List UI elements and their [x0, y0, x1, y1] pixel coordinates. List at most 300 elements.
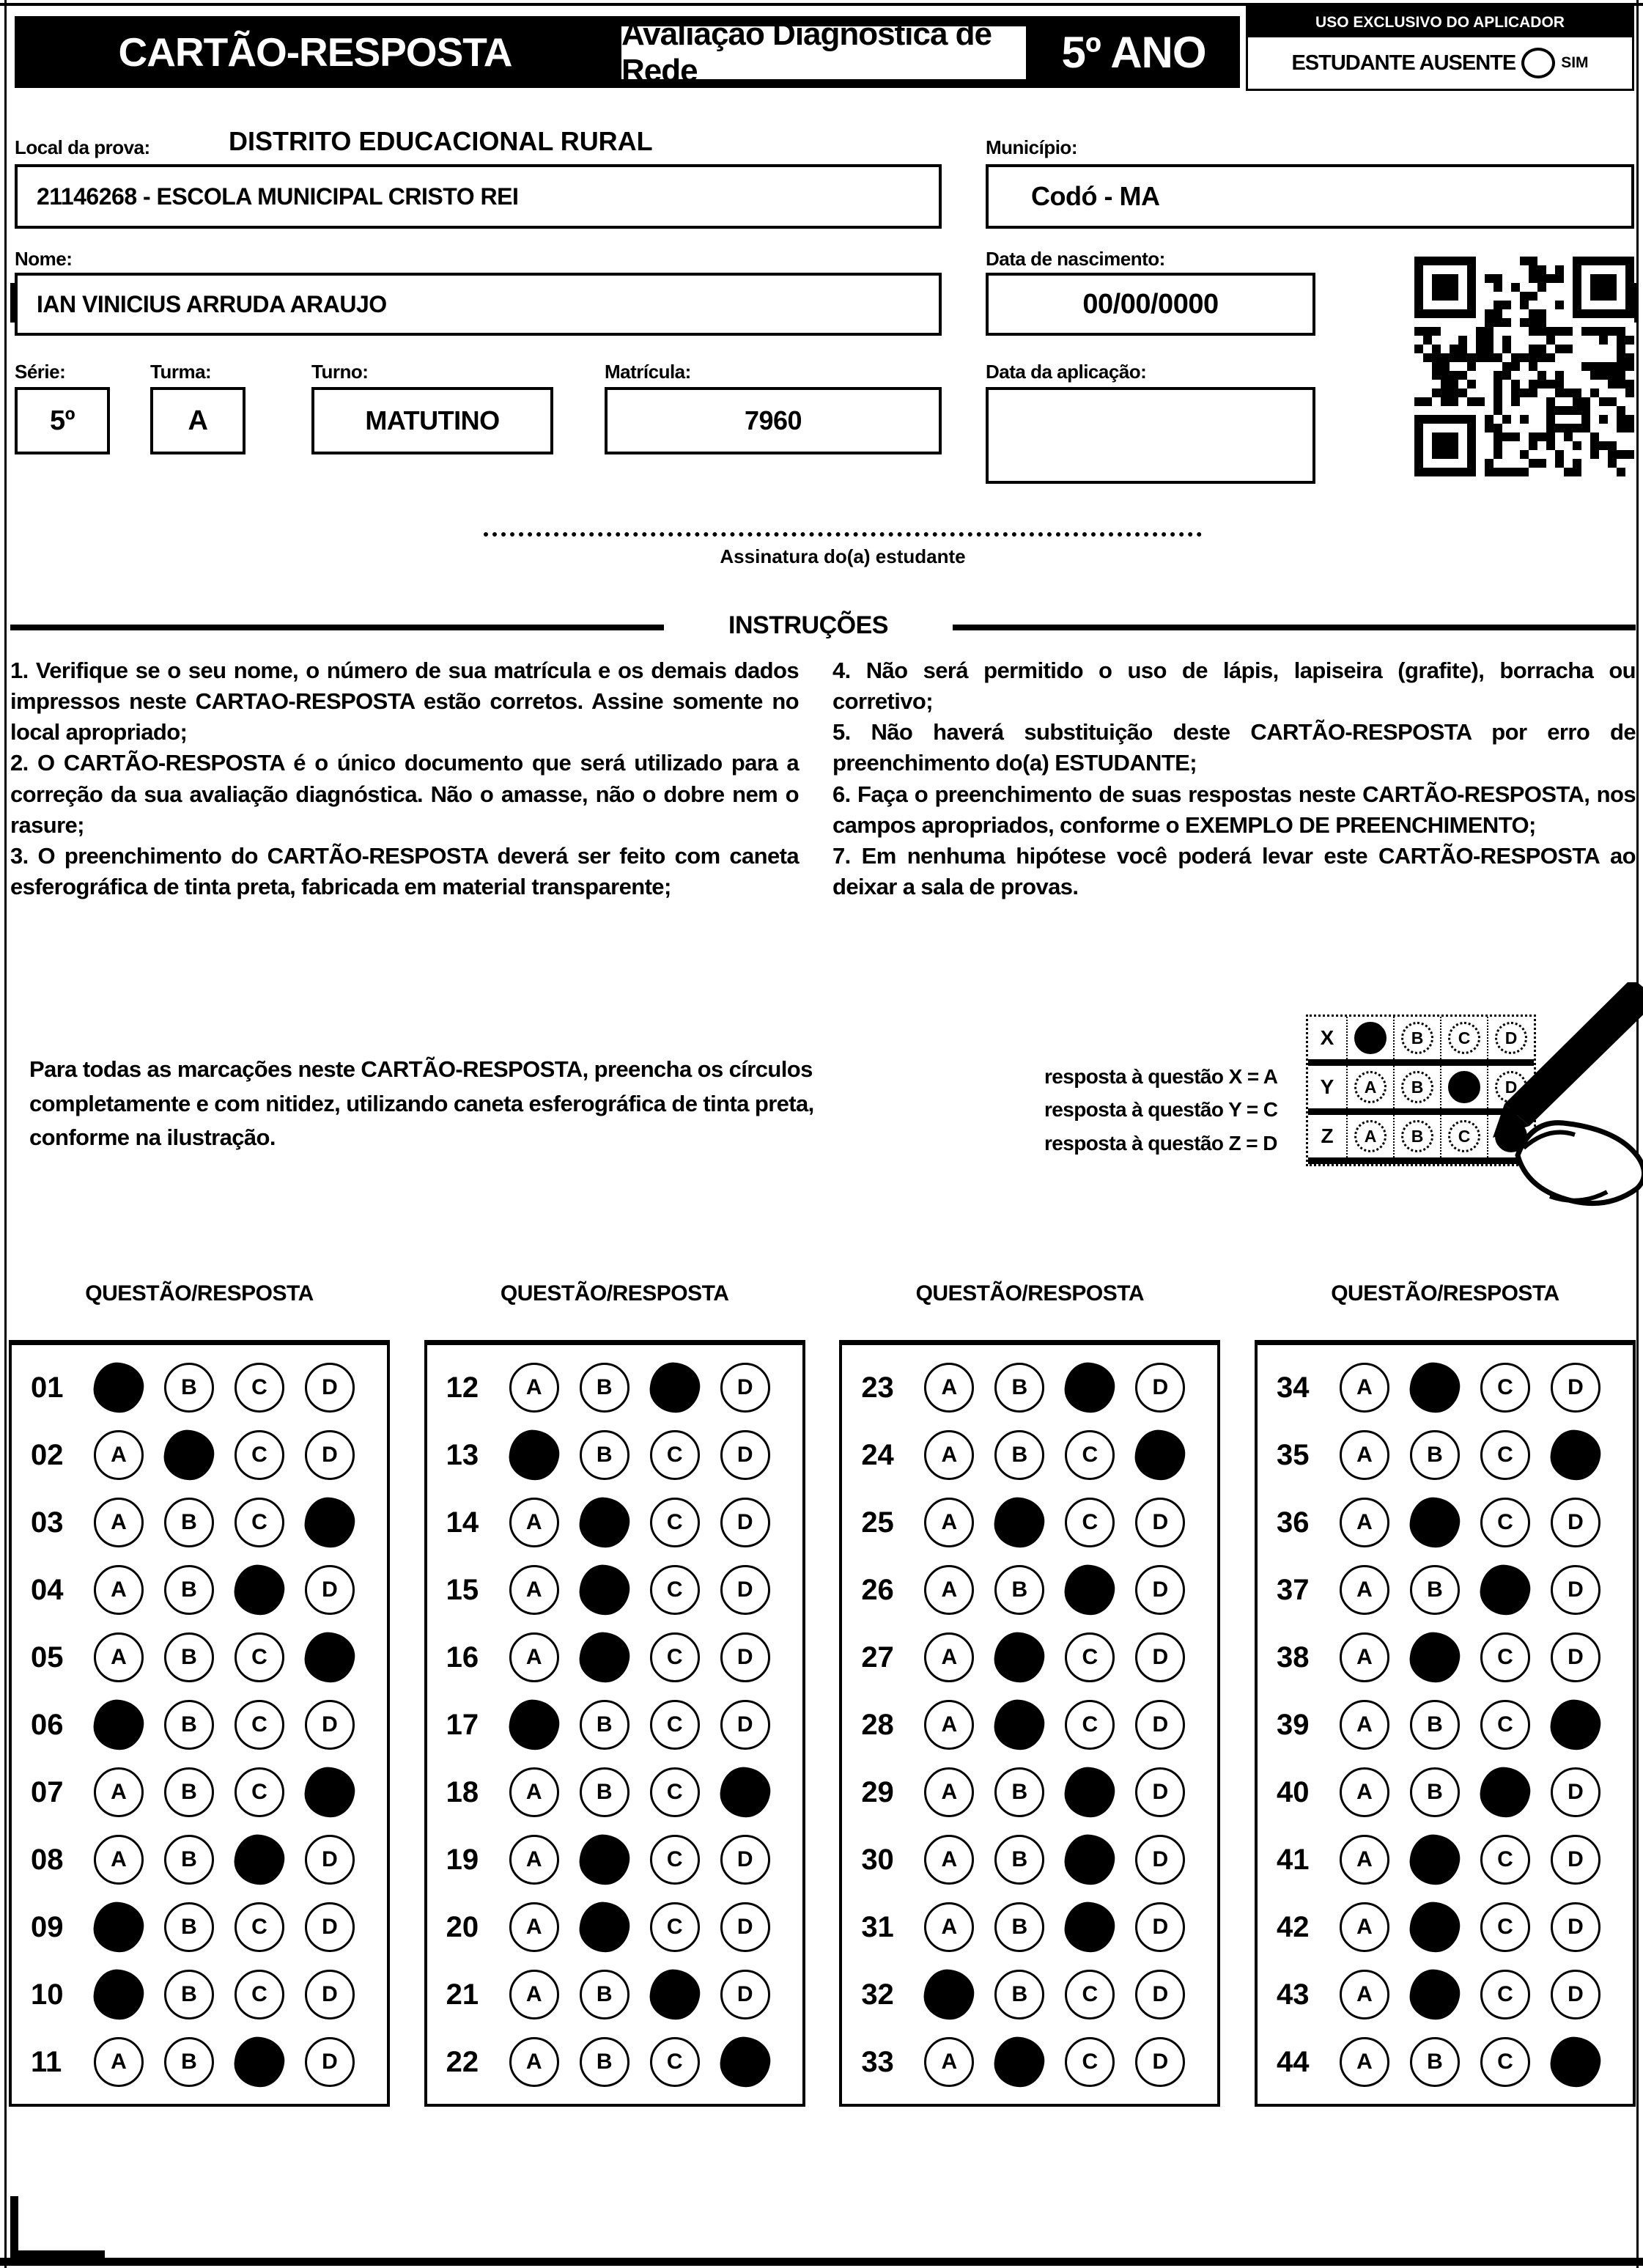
bubble-q35-c[interactable]: C — [1480, 1430, 1530, 1480]
bubble-q10-c[interactable]: C — [235, 1970, 284, 2020]
answer-row-10 — [12, 1961, 387, 2028]
answer-row-13 — [427, 1421, 802, 1489]
answer-row-43 — [1258, 1961, 1633, 2028]
question-number-39: 39 — [1276, 1708, 1310, 1741]
bubble-q25-a[interactable]: A — [924, 1498, 974, 1547]
bubble-q07-a[interactable]: A — [94, 1767, 144, 1817]
bubble-q41-b-marked[interactable] — [1407, 1832, 1463, 1888]
answer-row-02 — [12, 1421, 387, 1489]
bubble-q38-d[interactable]: D — [1551, 1632, 1600, 1682]
bubble-q15-a[interactable]: A — [509, 1565, 559, 1615]
bubble-group-18 — [503, 1767, 802, 1817]
bubble-q41-d[interactable]: D — [1551, 1835, 1600, 1885]
example-bubble-y-a: A — [1354, 1071, 1387, 1103]
bubble-q28-b-marked[interactable] — [992, 1697, 1047, 1753]
example-legend-x: resposta à questão X = A — [1044, 1065, 1278, 1088]
question-number-36: 36 — [1276, 1506, 1310, 1539]
bubble-q31-c-marked[interactable] — [1062, 1899, 1118, 1955]
bubble-q12-d[interactable]: D — [720, 1363, 770, 1413]
bubble-q04-c-marked[interactable] — [232, 1562, 287, 1618]
answer-box-3 — [839, 1340, 1220, 2107]
question-number-14: 14 — [446, 1506, 479, 1539]
bubble-q22-c[interactable]: C — [650, 2037, 700, 2087]
bubble-group-06 — [88, 1700, 387, 1750]
bubble-q32-a-marked[interactable] — [921, 1967, 977, 2022]
answer-row-01 — [12, 1354, 387, 1421]
bubble-q43-d[interactable]: D — [1551, 1970, 1600, 2020]
bubble-q39-a[interactable]: A — [1340, 1700, 1389, 1750]
student-absent-row — [1248, 37, 1632, 89]
question-number-03: 03 — [31, 1506, 64, 1539]
answer-row-05 — [12, 1624, 387, 1691]
school-value: 21146268 - ESCOLA MUNICIPAL CRISTO REI — [37, 183, 519, 210]
bubble-q16-a[interactable]: A — [509, 1632, 559, 1682]
answer-row-16 — [427, 1624, 802, 1691]
bubble-q14-d[interactable]: D — [720, 1498, 770, 1547]
bubble-q11-a[interactable]: A — [94, 2037, 144, 2087]
bubble-q28-c[interactable]: C — [1065, 1700, 1115, 1750]
example-bubble-z-c: C — [1448, 1120, 1480, 1152]
bubble-q37-a[interactable]: A — [1340, 1565, 1389, 1615]
bubble-q06-d[interactable]: D — [305, 1700, 355, 1750]
bubble-q30-b[interactable]: B — [994, 1835, 1044, 1885]
bubble-q16-b-marked[interactable] — [577, 1630, 632, 1685]
bubble-q23-d[interactable]: D — [1135, 1363, 1185, 1413]
bubble-q20-d[interactable]: D — [720, 1902, 770, 1952]
example-row-label-y: Y — [1308, 1066, 1348, 1108]
instruction-item-5: 5. Não haverá substituição deste CARTÃO-RESPOSTA por erro de preenchimento do(a) ESTUDANTE; — [832, 719, 1636, 776]
answer-row-03 — [12, 1489, 387, 1556]
bubble-q39-b[interactable]: B — [1410, 1700, 1460, 1750]
bubble-q01-b[interactable]: B — [164, 1363, 214, 1413]
answer-row-12 — [427, 1354, 802, 1421]
question-number-43: 43 — [1276, 1978, 1310, 2011]
question-number-04: 04 — [31, 1573, 64, 1606]
serie-value: 5º — [49, 405, 75, 436]
bubble-q05-c[interactable]: C — [235, 1632, 284, 1682]
bubble-q42-d[interactable]: D — [1551, 1902, 1600, 1952]
question-number-19: 19 — [446, 1843, 479, 1876]
bubble-q10-d[interactable]: D — [305, 1970, 355, 2020]
instructions-right-column — [832, 655, 1636, 902]
bubble-q22-d-marked[interactable] — [717, 2034, 773, 2090]
example-bubble-y-b: B — [1401, 1071, 1433, 1103]
bubble-q24-c[interactable]: C — [1065, 1430, 1115, 1480]
bubble-q02-d[interactable]: D — [305, 1430, 355, 1480]
bubble-q06-c[interactable]: C — [235, 1700, 284, 1750]
bubble-q32-b[interactable]: B — [994, 1970, 1044, 2020]
bubble-q13-d[interactable]: D — [720, 1430, 770, 1480]
bubble-q03-b[interactable]: B — [164, 1498, 214, 1547]
bubble-q11-b[interactable]: B — [164, 2037, 214, 2087]
example-bubble-z-a: A — [1354, 1120, 1387, 1152]
question-number-37: 37 — [1276, 1573, 1310, 1606]
bubble-q08-d[interactable]: D — [305, 1835, 355, 1885]
applicator-only-box — [1246, 6, 1634, 91]
bubble-q39-d-marked[interactable] — [1548, 1697, 1603, 1753]
example-cell-x-b — [1395, 1017, 1441, 1059]
nome-label: Nome: — [15, 248, 73, 270]
bubble-q17-a-marked[interactable] — [506, 1697, 562, 1753]
bubble-q36-c[interactable]: C — [1480, 1498, 1530, 1547]
example-cell-x-a — [1348, 1017, 1395, 1059]
bubble-q08-b[interactable]: B — [164, 1835, 214, 1885]
bubble-q30-d[interactable]: D — [1135, 1835, 1185, 1885]
bubble-q01-c[interactable]: C — [235, 1363, 284, 1413]
bubble-q20-a[interactable]: A — [509, 1902, 559, 1952]
question-number-44: 44 — [1276, 2045, 1310, 2078]
bubble-q43-c[interactable]: C — [1480, 1970, 1530, 2020]
bubble-q30-c-marked[interactable] — [1062, 1832, 1118, 1888]
question-number-28: 28 — [861, 1708, 894, 1741]
bubble-group-08 — [88, 1835, 387, 1885]
bubble-q17-b[interactable]: B — [580, 1700, 629, 1750]
bubble-q31-a[interactable]: A — [924, 1902, 974, 1952]
bubble-q07-d-marked[interactable] — [302, 1764, 358, 1820]
bubble-q07-b[interactable]: B — [164, 1767, 214, 1817]
serie-field — [15, 387, 110, 454]
turno-label: Turno: — [311, 361, 369, 383]
bubble-q24-b[interactable]: B — [994, 1430, 1044, 1480]
bubble-q21-c-marked[interactable] — [647, 1967, 703, 2022]
bubble-q30-a[interactable]: A — [924, 1835, 974, 1885]
bubble-q35-d-marked[interactable] — [1548, 1427, 1603, 1483]
turma-field — [150, 387, 245, 454]
bubble-q27-c[interactable]: C — [1065, 1632, 1115, 1682]
bubble-q04-b[interactable]: B — [164, 1565, 214, 1615]
bubble-q38-c[interactable]: C — [1480, 1632, 1530, 1682]
bubble-q10-a-marked[interactable] — [91, 1967, 147, 2022]
answer-row-31 — [842, 1893, 1217, 1961]
question-number-25: 25 — [861, 1506, 894, 1539]
instruction-item-2: 2. O CARTÃO-RESPOSTA é o único documento que será utilizado para a correção da sua avaliação diagnóstica. Não o amasse, não o dobre nem o rasure; — [10, 750, 799, 838]
bubble-q13-a-marked[interactable] — [506, 1427, 562, 1483]
bubble-q15-c[interactable]: C — [650, 1565, 700, 1615]
bubble-q33-b-marked[interactable] — [992, 2034, 1047, 2090]
bubble-group-43 — [1334, 1970, 1633, 2020]
bubble-q03-a[interactable]: A — [94, 1498, 144, 1547]
instruction-item-4: 4. Não será permitido o uso de lápis, lapiseira (grafite), borracha ou corretivo; — [832, 658, 1636, 715]
bubble-group-20 — [503, 1902, 802, 1952]
bubble-group-22 — [503, 2037, 802, 2087]
bubble-q03-d-marked[interactable] — [302, 1495, 358, 1550]
bubble-q25-d[interactable]: D — [1135, 1498, 1185, 1547]
bubble-q23-a[interactable]: A — [924, 1363, 974, 1413]
bubble-q40-b[interactable]: B — [1410, 1767, 1460, 1817]
bubble-q33-c[interactable]: C — [1065, 2037, 1115, 2087]
bubble-q40-c-marked[interactable] — [1477, 1764, 1533, 1820]
bubble-q02-a[interactable]: A — [94, 1430, 144, 1480]
bubble-q20-c[interactable]: C — [650, 1902, 700, 1952]
answer-row-34 — [1258, 1354, 1633, 1421]
bubble-q19-c[interactable]: C — [650, 1835, 700, 1885]
answer-header-4: QUESTÃO/RESPOSTA — [1331, 1281, 1559, 1306]
bubble-q09-d[interactable]: D — [305, 1902, 355, 1952]
bubble-q25-c[interactable]: C — [1065, 1498, 1115, 1547]
instruction-item-1: 1. Verifique se o seu nome, o número de sua matrícula e os demais dados impressos neste CARTAO-RESPOSTA estão corretos. Assine somente no local apropriado; — [10, 658, 799, 745]
answer-row-40 — [1258, 1759, 1633, 1826]
instructions — [10, 655, 1636, 902]
bubble-q04-a[interactable]: A — [94, 1565, 144, 1615]
bubble-q06-b[interactable]: B — [164, 1700, 214, 1750]
example-cell-z-a — [1348, 1115, 1395, 1157]
bubble-q26-c-marked[interactable] — [1062, 1562, 1118, 1618]
bubble-q24-d-marked[interactable] — [1132, 1427, 1188, 1483]
bubble-group-24 — [918, 1430, 1217, 1480]
bubble-q21-d[interactable]: D — [720, 1970, 770, 2020]
hand-with-pen-illustration — [1447, 982, 1643, 1224]
bubble-q11-d[interactable]: D — [305, 2037, 355, 2087]
bubble-q19-b-marked[interactable] — [577, 1832, 632, 1888]
bubble-q44-a[interactable]: A — [1340, 2037, 1389, 2087]
bubble-q03-c[interactable]: C — [235, 1498, 284, 1547]
example-bubble-x-c: C — [1448, 1022, 1480, 1054]
question-number-30: 30 — [861, 1843, 894, 1876]
bubble-q26-b[interactable]: B — [994, 1565, 1044, 1615]
bubble-group-10 — [88, 1970, 387, 2020]
question-number-16: 16 — [446, 1641, 479, 1674]
bubble-group-09 — [88, 1902, 387, 1952]
question-number-42: 42 — [1276, 1910, 1310, 1943]
bubble-group-30 — [918, 1835, 1217, 1885]
bubble-group-14 — [503, 1498, 802, 1547]
bubble-q20-b-marked[interactable] — [577, 1899, 632, 1955]
bubble-q07-c[interactable]: C — [235, 1767, 284, 1817]
answer-row-09 — [12, 1893, 387, 1961]
bubble-q26-a[interactable]: A — [924, 1565, 974, 1615]
answer-row-27 — [842, 1624, 1217, 1691]
answer-box-2 — [424, 1340, 805, 2107]
bubble-q16-d[interactable]: D — [720, 1632, 770, 1682]
bubble-q09-a-marked[interactable] — [91, 1899, 147, 1955]
bubble-q15-d[interactable]: D — [720, 1565, 770, 1615]
bubble-q13-c[interactable]: C — [650, 1430, 700, 1480]
bubble-q37-d[interactable]: D — [1551, 1565, 1600, 1615]
question-number-26: 26 — [861, 1573, 894, 1606]
answer-row-08 — [12, 1826, 387, 1893]
question-number-01: 01 — [31, 1371, 64, 1404]
qr-code — [1414, 257, 1634, 476]
bubble-q44-b[interactable]: B — [1410, 2037, 1460, 2087]
bubble-q33-a[interactable]: A — [924, 2037, 974, 2087]
answer-row-15 — [427, 1556, 802, 1624]
bubble-q42-c[interactable]: C — [1480, 1902, 1530, 1952]
bubble-q21-a[interactable]: A — [509, 1970, 559, 2020]
answer-row-38 — [1258, 1624, 1633, 1691]
municipio-label: Município: — [986, 136, 1077, 158]
bubble-q23-c-marked[interactable] — [1062, 1360, 1118, 1415]
bubble-q28-d[interactable]: D — [1135, 1700, 1185, 1750]
question-number-05: 05 — [31, 1641, 64, 1674]
bubble-q05-a[interactable]: A — [94, 1632, 144, 1682]
serie-label: Série: — [15, 361, 66, 383]
bubble-q29-a[interactable]: A — [924, 1767, 974, 1817]
bubble-q34-b-marked[interactable] — [1407, 1360, 1463, 1415]
bubble-q31-d[interactable]: D — [1135, 1902, 1185, 1952]
bubble-q44-d-marked[interactable] — [1548, 2034, 1603, 2090]
bubble-q24-a[interactable]: A — [924, 1430, 974, 1480]
answer-row-06 — [12, 1691, 387, 1759]
question-number-02: 02 — [31, 1438, 64, 1471]
bubble-q40-a[interactable]: A — [1340, 1767, 1389, 1817]
applicator-only-title: USO EXCLUSIVO DO APLICADOR — [1248, 8, 1632, 37]
bubble-q18-b[interactable]: B — [580, 1767, 629, 1817]
bubble-group-26 — [918, 1565, 1217, 1615]
question-number-11: 11 — [31, 2045, 62, 2078]
bubble-q27-a[interactable]: A — [924, 1632, 974, 1682]
bubble-q08-c-marked[interactable] — [232, 1832, 287, 1888]
example-row-label-x: X — [1308, 1017, 1348, 1059]
answer-row-37 — [1258, 1556, 1633, 1624]
bubble-q40-d[interactable]: D — [1551, 1767, 1600, 1817]
bubble-q27-d[interactable]: D — [1135, 1632, 1185, 1682]
bubble-q37-b[interactable]: B — [1410, 1565, 1460, 1615]
bubble-q18-c[interactable]: C — [650, 1767, 700, 1817]
bubble-q01-d[interactable]: D — [305, 1363, 355, 1413]
aplicacao-field — [986, 387, 1315, 484]
bubble-q26-d[interactable]: D — [1135, 1565, 1185, 1615]
instructions-rule-left — [10, 625, 664, 630]
bubble-q09-b[interactable]: B — [164, 1902, 214, 1952]
answer-row-21 — [427, 1961, 802, 2028]
answer-row-35 — [1258, 1421, 1633, 1489]
answer-row-39 — [1258, 1691, 1633, 1759]
bubble-q17-d[interactable]: D — [720, 1700, 770, 1750]
bubble-q22-a[interactable]: A — [509, 2037, 559, 2087]
bubble-q23-b[interactable]: B — [994, 1363, 1044, 1413]
answer-row-22 — [427, 2028, 802, 2096]
bubble-q12-a[interactable]: A — [509, 1363, 559, 1413]
answer-row-23 — [842, 1354, 1217, 1421]
bubble-group-38 — [1334, 1632, 1633, 1682]
bubble-q28-a[interactable]: A — [924, 1700, 974, 1750]
bubble-q41-c[interactable]: C — [1480, 1835, 1530, 1885]
bubble-q09-c[interactable]: C — [235, 1902, 284, 1952]
answer-row-30 — [842, 1826, 1217, 1893]
matricula-label: Matrícula: — [605, 361, 691, 383]
question-number-13: 13 — [446, 1438, 479, 1471]
bubble-q34-d[interactable]: D — [1551, 1363, 1600, 1413]
bubble-q15-b-marked[interactable] — [577, 1562, 632, 1618]
instruction-item-3: 3. O preenchimento do CARTÃO-RESPOSTA deverá ser feito com caneta esferográfica de tinta preta, fabricada em material transparente; — [10, 842, 799, 900]
bubble-q18-a[interactable]: A — [509, 1767, 559, 1817]
student-absent-yes-label: SIM — [1561, 54, 1589, 71]
bubble-q34-c[interactable]: C — [1480, 1363, 1530, 1413]
bubble-q11-c-marked[interactable] — [232, 2034, 287, 2090]
bubble-q05-d-marked[interactable] — [302, 1630, 358, 1685]
bubble-q38-b-marked[interactable] — [1407, 1630, 1463, 1685]
bubble-group-28 — [918, 1700, 1217, 1750]
bubble-group-42 — [1334, 1902, 1633, 1952]
bubble-group-12 — [503, 1363, 802, 1413]
bubble-q12-c-marked[interactable] — [647, 1360, 703, 1415]
bubble-q36-d[interactable]: D — [1551, 1498, 1600, 1547]
bubble-q06-a-marked[interactable] — [91, 1697, 147, 1753]
bubble-q08-a[interactable]: A — [94, 1835, 144, 1885]
bubble-q37-c-marked[interactable] — [1477, 1562, 1533, 1618]
answer-grids — [9, 1340, 1636, 2107]
bubble-q34-a[interactable]: A — [1340, 1363, 1389, 1413]
bubble-q14-b-marked[interactable] — [577, 1495, 632, 1550]
bubble-q13-b[interactable]: B — [580, 1430, 629, 1480]
bubble-q19-d[interactable]: D — [720, 1835, 770, 1885]
answer-row-28 — [842, 1691, 1217, 1759]
bubble-q32-c[interactable]: C — [1065, 1970, 1115, 2020]
bubble-group-05 — [88, 1632, 387, 1682]
question-number-33: 33 — [861, 2045, 894, 2078]
bubble-q14-c[interactable]: C — [650, 1498, 700, 1547]
bubble-q39-c[interactable]: C — [1480, 1700, 1530, 1750]
bubble-q17-c[interactable]: C — [650, 1700, 700, 1750]
answer-row-24 — [842, 1421, 1217, 1489]
bubble-q42-a[interactable]: A — [1340, 1902, 1389, 1952]
bubble-q36-a[interactable]: A — [1340, 1498, 1389, 1547]
bubble-q16-c[interactable]: C — [650, 1632, 700, 1682]
bubble-q14-a[interactable]: A — [509, 1498, 559, 1547]
instructions-left-column — [10, 655, 799, 902]
aplicacao-label: Data da aplicação: — [986, 361, 1147, 383]
bubble-q04-d[interactable]: D — [305, 1565, 355, 1615]
bubble-q02-b-marked[interactable] — [161, 1427, 217, 1483]
bubble-q02-c[interactable]: C — [235, 1430, 284, 1480]
example-bubble-x-d: D — [1495, 1022, 1527, 1054]
turma-label: Turma: — [150, 361, 212, 383]
bubble-q18-d-marked[interactable] — [717, 1764, 773, 1820]
bubble-q19-a[interactable]: A — [509, 1835, 559, 1885]
bubble-q29-c-marked[interactable] — [1062, 1764, 1118, 1820]
example-cell-y-b — [1395, 1066, 1441, 1108]
bubble-q32-d[interactable]: D — [1135, 1970, 1185, 2020]
bubble-q22-b[interactable]: B — [580, 2037, 629, 2087]
example-bubble-y-d: D — [1495, 1071, 1527, 1103]
example-legend — [1044, 1060, 1277, 1160]
bubble-q27-b-marked[interactable] — [992, 1630, 1047, 1685]
bubble-q01-a-marked[interactable] — [91, 1360, 147, 1415]
bubble-q05-b[interactable]: B — [164, 1632, 214, 1682]
bubble-q29-d[interactable]: D — [1135, 1767, 1185, 1817]
bubble-q33-d[interactable]: D — [1135, 2037, 1185, 2087]
answer-row-29 — [842, 1759, 1217, 1826]
crop-mark-bottom-left — [10, 2196, 105, 2258]
bubble-q44-c[interactable]: C — [1480, 2037, 1530, 2087]
bubble-group-11 — [88, 2037, 387, 2087]
bubble-q43-b-marked[interactable] — [1407, 1967, 1463, 2022]
bubble-q36-b-marked[interactable] — [1407, 1495, 1463, 1550]
turno-value: MATUTINO — [365, 405, 500, 435]
signature-label: Assinatura do(a) estudante — [720, 545, 966, 567]
bubble-q43-a[interactable]: A — [1340, 1970, 1389, 2020]
answer-row-32 — [842, 1961, 1217, 2028]
bubble-q35-a[interactable]: A — [1340, 1430, 1389, 1480]
student-absent-label: ESTUDANTE AUSENTE — [1291, 51, 1516, 75]
bubble-q10-b[interactable]: B — [164, 1970, 214, 2020]
bubble-q12-b[interactable]: B — [580, 1363, 629, 1413]
bubble-q38-a[interactable]: A — [1340, 1632, 1389, 1682]
instruction-item-6: 6. Faça o preenchimento de suas respostas neste CARTÃO-RESPOSTA, nos campos apropriados, conforme o EXEMPLO DE PREENCHIMENTO; — [832, 781, 1636, 838]
bubble-group-37 — [1334, 1565, 1633, 1615]
bubble-q42-b-marked[interactable] — [1407, 1899, 1463, 1955]
bubble-q31-b[interactable]: B — [994, 1902, 1044, 1952]
bubble-q25-b-marked[interactable] — [992, 1495, 1047, 1550]
bubble-q35-b[interactable]: B — [1410, 1430, 1460, 1480]
bubble-q41-a[interactable]: A — [1340, 1835, 1389, 1885]
bubble-q29-b[interactable]: B — [994, 1767, 1044, 1817]
bubble-q21-b[interactable]: B — [580, 1970, 629, 2020]
answer-row-14 — [427, 1489, 802, 1556]
bubble-group-01 — [88, 1363, 387, 1413]
student-absent-bubble[interactable] — [1521, 48, 1555, 78]
answer-column-headers — [9, 1281, 1636, 1306]
